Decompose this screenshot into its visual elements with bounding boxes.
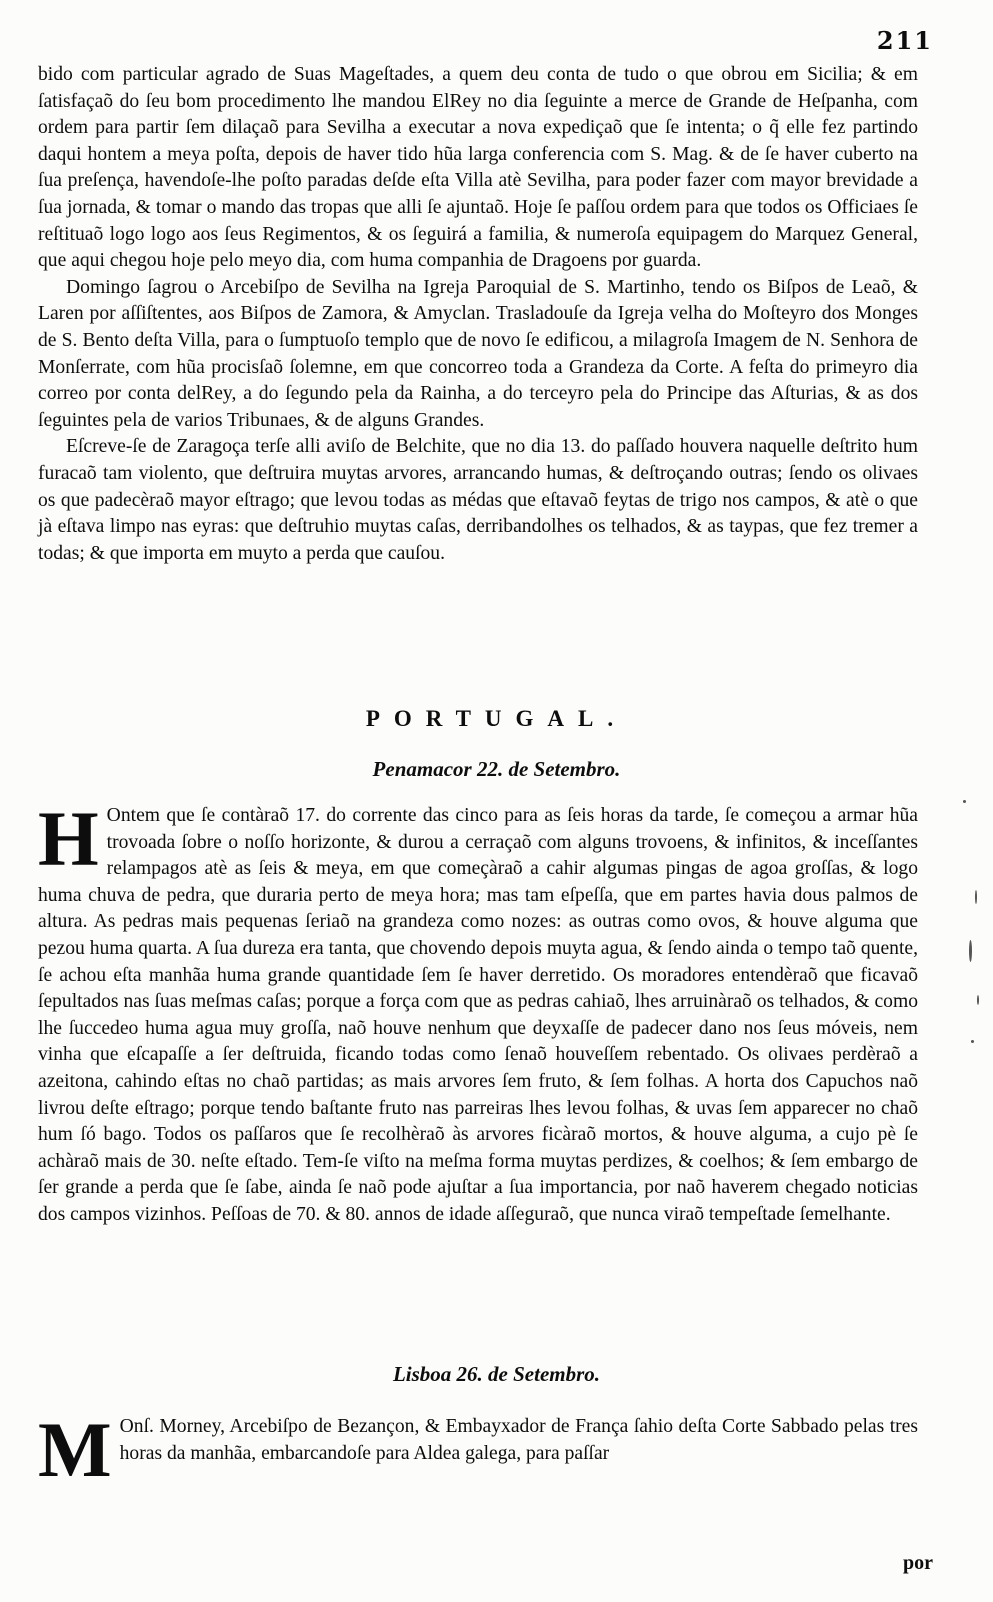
paragraph-madrid-marquez: bido com particular agrado de Suas Mageſtades, a quem deu conta de tudo o que obrou em Sicilia; & em ſatisfaçaõ do ſeu bom procedimento lhe mandou ElRey no dia ſeguinte a merce de Grande de Heſpanha, com ordem para partir ſem dilaçaõ para Sevilha a executar a nova expediçaõ que ſe intenta; o q̃ elle fez partindo daqui hontem a meya poſta, depois de haver tido hũa larga conferencia com S. Mag. & de ſe haver cuberto na ſua preſença, havendoſe-lhe poſto paradas deſde eſta Villa atè Sevilha, para poder fazer com mayor brevidade a ſua jornada, & tomar o mando das tropas que alli ſe ajuntaõ. Hoje ſe paſſou ordem para que todos os Officiaes ſe reſtituaõ logo logo aos ſeus Regimentos, & os ſeguirá a familia, & numeroſa equipagem do Marquez General, que aqui chegou hoje pelo meyo dia, com huma companhia de Dragoens por guarda.: [38, 64, 918, 272]
margin-ink-specks: [933, 780, 993, 1100]
spain-news-block: [38, 62, 918, 567]
dateline-lisboa: Lisboa 26. de Setembro.: [392, 1362, 601, 1386]
paragraph-penamacor-tempestade: [38, 795, 918, 1229]
catchword: por: [903, 1552, 933, 1574]
page-number: 211: [876, 26, 933, 55]
lisboa-text: Onſ. Morney, Arcebiſpo de Bezançon, & Embayxador de França ſahio deſta Corte Sabbado pelas tres horas da manhãa, embarcandoſe para Aldea galega, para paſſar: [119, 1416, 918, 1464]
paragraph-zaragoza-furacao: Eſcreve-ſe de Zaragoça terſe alli aviſo de Belchite, que no dia 13. do paſſado houvera naquelle deſtrito hum furacaõ tam violento, que deſtruira muytas arvores, arrancando humas, & deſtroçando outras; ſendo os olivaes os que padecèraõ mayor eſtrago; que levou todas as médas que eſtavaõ feytas de trigo nos campos, & atè o que jà eſtava limpo nas eyras: que deſtruhio muytas caſas, derribandolhes os telhados, & as taypas, que fez tremer a todas; & que importa em muyto a perda que cauſou.: [38, 436, 918, 564]
paragraph-lisboa-embayxador: [38, 1406, 918, 1493]
paragraph-arcebispo-sevilha: Domingo ſagrou o Arcebiſpo de Sevilha na Igreja Paroquial de S. Martinho, tendo os Biſpos de Leaõ, & Laren por aſſiſtentes, aos Biſpos de Zamora, & Amyclan. Trasladouſe da Igreja velha do Moſteyro dos Monges de S. Bento deſta Villa, para o ſumptuoſo templo que de novo ſe edificou, a milagroſa Imagem de N. Senhora de Monſerrate, com hũa procisſaõ ſolemne, em que concorreo toda a Grandeza da Corte. A feſta do primeyro dia correo por conta delRey, a do ſegundo pela da Rainha, a do terceyro pela do Principe das Aſturias, & as dos ſeguintes pela de varios Tribunaes, & de alguns Grandes.: [38, 276, 918, 431]
drop-cap-m: M: [38, 1406, 112, 1493]
penamacor-text: Ontem que ſe contàraõ 17. do corrente das cinco para as ſeis horas da tarde, ſe começou a armar hũa trovoada ſobre o noſſo horizonte, & durou a cerraçaõ com alguns trovoens, & infinitos, & inceſſantes relampagos atè as ſeis & meya, em que começàraõ a cahir algumas pingas de agoa groſſas, & logo huma chuva de pedra, que duraria perto de meya hora; mas tam eſpeſſa, que em partes havia dous palmos de altura. As pedras mais pequenas ſeriaõ na grandeza como nozes: as outras como ovos, & houve alguma que pezou huma quarta. A ſua dureza era tanta, que chovendo depois muyta agua, & ſendo ainda o tempo taõ quente, ſe achou eſta manhãa huma grande quantidade ſem ſe haver derretido. Os moradores entendèraõ que ficavaõ ſepultados nas ſuas meſmas caſas; porque a força com que as pedras cahiaõ, lhes arruinàraõ os telhados, & como lhe ſuccedeo huma agua muy groſſa, naõ houve nenhum que deyxaſſe de padecer dano nos ſeus móveis, nem vinha que eſcapaſſe a ſer deſtruida, ficando todas como ſenaõ houveſſem rebentado. Os olivaes perdèraõ a azeitona, cahindo eſtas no chaõ partidas; as mais arvores ſem fruto, & ſem folhas. A horta dos Capuchos naõ livrou deſte eſtrago; porque tendo baſtante fruto nas parreiras lhes levou folhas, & uvas ſem apparecer no chaõ hum ſó bago. Todos os paſſaros que ſe recolhèraõ às arvores ficàraõ mortos, & houve alguma, a cujo pè ſe achàraõ mais de 30. neſte eſtado. Tem-ſe viſto na meſma forma muytas perdizes, & coelhos; & ſem embargo de ſer grande a perda que ſe ſabe, ainda ſe naõ pode ajuſtar a ſua importancia, por naõ haverem chegado noticias dos campos vizinhos. Peſſoas de 70. & 80. annos de idade aſſeguraõ, que nunca viraõ tempeſtade ſemelhante.: [38, 805, 918, 1225]
dateline-penamacor: Penamacor 22. de Setembro.: [372, 757, 621, 781]
section-heading-portugal: PORTUGAL.: [365, 706, 628, 731]
drop-cap-h: H: [38, 795, 99, 882]
